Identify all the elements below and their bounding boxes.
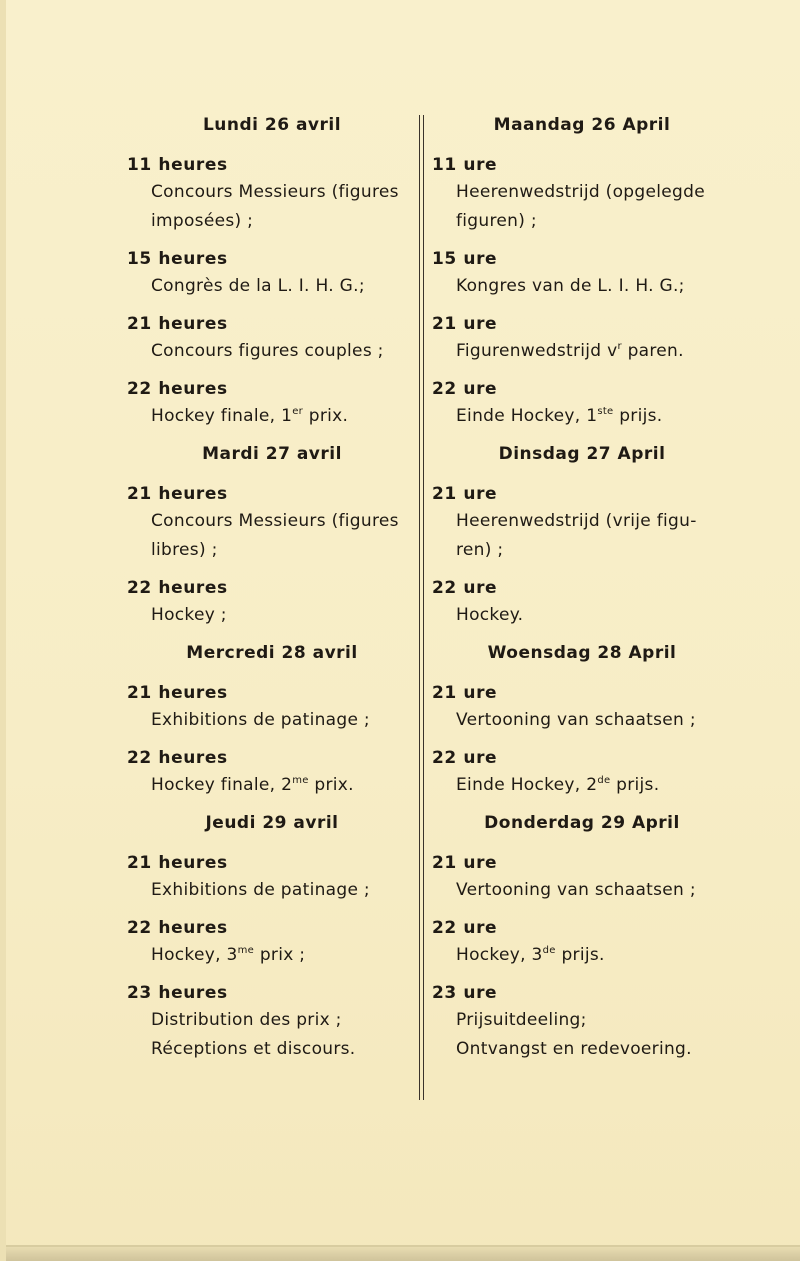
desc-line: Vertooning van schaatsen ; — [456, 880, 696, 900]
time-label: 21 heures — [127, 683, 228, 703]
ordinal-suffix: me — [237, 945, 255, 956]
desc-text: prix. — [308, 775, 354, 795]
time-label: 22 ure — [432, 379, 498, 399]
dutch-column — [432, 112, 732, 1074]
time-label: 22 heures — [127, 918, 228, 938]
time-label: 11 heures — [127, 155, 228, 175]
event-description — [432, 941, 732, 970]
time-label: 21 heures — [127, 314, 228, 334]
desc-line: Concours figures couples ; — [151, 341, 384, 361]
desc-text: Hockey, 3 — [151, 945, 238, 965]
time-label: 21 ure — [432, 853, 498, 873]
desc-text: prijs. — [610, 775, 660, 795]
ordinal-suffix: ste — [597, 406, 614, 417]
desc-text: prijs. — [613, 406, 663, 426]
time-label: 21 ure — [432, 683, 498, 703]
ordinal-suffix: me — [292, 775, 309, 786]
time-label: 22 heures — [127, 748, 228, 768]
desc-line: Hockey ; — [151, 605, 227, 625]
desc-line: figuren) ; — [456, 211, 537, 231]
time-label: 11 ure — [432, 155, 498, 175]
event-description — [127, 941, 417, 970]
desc-line: ren) ; — [456, 540, 504, 560]
time-label: 21 heures — [127, 853, 228, 873]
event-description — [127, 272, 417, 301]
ordinal-suffix: de — [597, 775, 611, 786]
desc-line: Vertooning van schaatsen ; — [456, 710, 696, 730]
desc-line: Hockey. — [456, 605, 524, 625]
desc-line: Exhibitions de patinage ; — [151, 710, 370, 730]
day-heading: Jeudi 29 avril — [205, 813, 339, 833]
french-column — [127, 112, 417, 1074]
event-description — [127, 402, 417, 431]
desc-line: libres) ; — [151, 540, 218, 560]
event-description — [432, 1006, 732, 1064]
event-description — [432, 337, 732, 366]
desc-text: Hockey finale, 2 — [151, 775, 293, 795]
time-label: 15 heures — [127, 249, 228, 269]
desc-text: Figurenwedstrijd v — [456, 341, 618, 361]
day-heading: Mardi 27 avril — [202, 444, 342, 464]
time-label: 22 ure — [432, 918, 498, 938]
time-label: 15 ure — [432, 249, 498, 269]
desc-text: prix ; — [254, 945, 306, 965]
column-divider — [419, 115, 424, 1100]
desc-line: imposées) ; — [151, 211, 254, 231]
desc-line: Ontvangst en redevoering. — [456, 1039, 692, 1059]
time-label: 22 heures — [127, 379, 228, 399]
time-label: 22 ure — [432, 748, 498, 768]
ordinal-suffix: de — [542, 945, 556, 956]
desc-line: Congrès de la L. I. H. G.; — [151, 276, 365, 296]
desc-line: Exhibitions de patinage ; — [151, 880, 370, 900]
event-description — [127, 1006, 417, 1064]
event-description — [432, 402, 732, 431]
desc-line: Distribution des prix ; — [151, 1010, 342, 1030]
event-description — [127, 507, 417, 565]
desc-text: paren. — [621, 341, 684, 361]
time-label: 23 ure — [432, 983, 498, 1003]
day-heading: Maandag 26 April — [493, 115, 671, 135]
time-label: 22 heures — [127, 578, 228, 598]
desc-text: Einde Hockey, 1 — [456, 406, 598, 426]
ordinal-suffix: r — [617, 341, 622, 352]
desc-text: prix. — [303, 406, 349, 426]
event-description — [127, 601, 417, 630]
page-bottom-edge — [6, 1247, 800, 1261]
desc-text: Hockey finale, 1 — [151, 406, 293, 426]
desc-line: Kongres van de L. I. H. G.; — [456, 276, 685, 296]
day-heading: Mercredi 28 avril — [186, 643, 358, 663]
day-heading: Woensdag 28 April — [487, 643, 677, 663]
event-description — [127, 178, 417, 236]
desc-line: Heerenwedstrijd (opgelegde — [456, 182, 705, 202]
desc-text: Hockey, 3 — [456, 945, 543, 965]
event-description — [432, 272, 732, 301]
desc-line: Concours Messieurs (figures — [151, 511, 399, 531]
event-description — [432, 601, 732, 630]
time-label: 21 ure — [432, 484, 498, 504]
event-description — [127, 771, 417, 800]
event-description — [432, 771, 732, 800]
desc-text: Einde Hockey, 2 — [456, 775, 598, 795]
event-description — [432, 178, 732, 236]
time-label: 22 ure — [432, 578, 498, 598]
event-description — [432, 876, 732, 905]
time-label: 23 heures — [127, 983, 228, 1003]
event-description — [127, 337, 417, 366]
desc-line: Heerenwedstrijd (vrije figu- — [456, 511, 697, 531]
time-label: 21 heures — [127, 484, 228, 504]
day-heading: Dinsdag 27 April — [498, 444, 666, 464]
day-heading: Lundi 26 avril — [202, 115, 342, 135]
event-description — [127, 876, 417, 905]
event-description — [432, 507, 732, 565]
desc-line: Réceptions et discours. — [151, 1039, 356, 1059]
time-label: 21 ure — [432, 314, 498, 334]
event-description — [127, 706, 417, 735]
desc-line: Concours Messieurs (figures — [151, 182, 399, 202]
event-description — [432, 706, 732, 735]
ordinal-suffix: er — [292, 406, 304, 417]
day-heading: Donderdag 29 April — [484, 813, 680, 833]
desc-text: prijs. — [555, 945, 605, 965]
desc-line: Prijsuitdeeling; — [456, 1010, 587, 1030]
